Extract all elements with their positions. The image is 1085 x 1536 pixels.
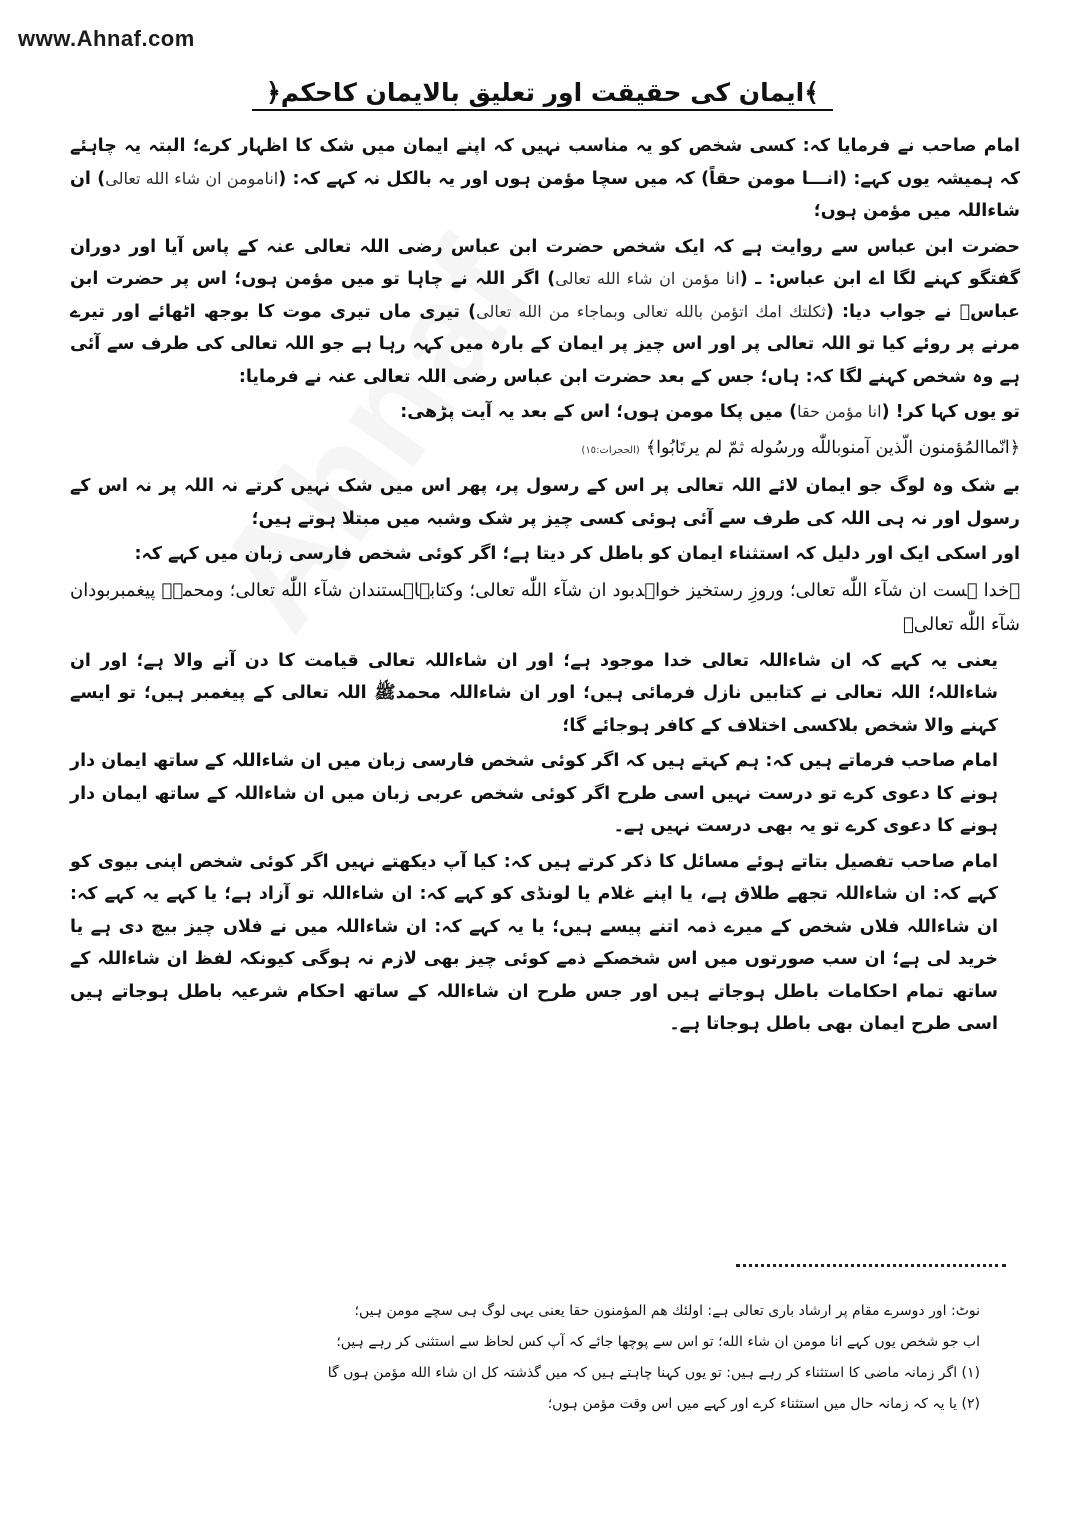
page-title [0,76,1085,111]
arabic-quote: انا مؤمن ان شاء الله تعالى [555,269,740,288]
arabic-quote: ثكلتك امك اتؤمن بالله تعالى وبماجاء من الله تعالى [476,301,826,321]
note-line: نوٹ: اور دوسرے مقام پر ارشاد باری تعالی ہے: اولئك هم المؤمنون حقا یعنی یہی لوگ ہی سچے مومن ہیں؛ [354,1303,980,1319]
persian-quote: ﴿خدا ہست ان شآء اللّٰه تعالی؛ وروزِ رستخیز خواہدبود ان شآء اللّٰه تعالی؛ وکتابہاہستندان شآء اللّٰه تعالی؛ ومحمدؐ پیغمبربودان شآء اللّٰه تعالی﴾ [70,579,1020,635]
footnotes [70,1296,980,1420]
paragraph-3: تو یوں کہا کر! (انا مؤمن حقا) میں پکا مومن ہوں؛ اس کے بعد یہ آیت پڑھی: [400,402,1020,422]
arabic-quote: انامومن ان شاء الله تعالى [105,168,279,188]
paragraph-1: امام صاحب نے فرمایا کہ: کسی شخص کو یہ مناسب نہیں کہ اپنے ایمان میں شک کا اظہار کرے؛ البتہ یہ چاہئے کہ ہمیشہ یوں کہے: (انـــا مومن حقاً) کہ میں سچا مؤمن ہوں اور یہ بالکل نہ کہے کہ: (انامومن ان شاء الله تعالى) ان شاءاللہ میں مؤمن ہوں؛ [70,136,1021,221]
article-body [70,130,1020,1044]
paragraph-6: یعنی یہ کہے کہ ان شاءاللہ تعالی خدا موجود ہے؛ اور ان شاءاللہ تعالی قیامت کا دن آنے والا ہے؛ اور ان شاءاللہ؛ اللہ تعالی نے کتابیں نازل فرمائی ہیں؛ اور ان شاءاللہ محمدﷺ اللہ تعالی کے پیغمبر ہیں؛ تو ایسے کہنے والا شخص بلاکسی اختلاف کے کافر ہوجائے گا؛ [70,650,998,736]
paragraph-8: امام صاحب تفصیل بتاتے ہوئے مسائل کا ذکر کرتے ہیں کہ: کیا آپ دیکھتے نہیں اگر کوئی شخص اپنی بیوی کو کہے کہ: ان شاءاللہ تجھے طلاق ہے، یا اپنے غلام یا لونڈی کو کہے کہ: ان شاءاللہ تو آزاد ہے؛ یا کہے یہ کہے کہ: ان شاءاللہ فلاں شخص کے میرے ذمہ اتنے پیسے ہیں؛ یا یہ کہے کہ: ان شاءاللہ میں نے فلاں چیز بیچ دی ہے یا خرید لی ہے؛ ان سب صورتوں میں اس شخصکے ذمے کوئی چیز بھی لازم نہ ہوگی کیونکہ لفظ ان شاءاللہ کے ساتھ تمام احکامات باطل ہوجاتے ہیں اور جس طرح ان شاءاللہ کے ساتھ احکام شرعیہ باطل ہوجاتے ہیں اسی طرح ایمان بھی باطل ہوجاتا ہے۔ [70,851,998,1034]
dotted-divider [736,1264,1006,1267]
quran-verse [70,432,1020,468]
note-line: (۲) یا یہ کہ زمانہ حال میں استثناء کرے اور کہے میں اس وقت مؤمن ہوں؛ [547,1396,980,1412]
note-line: اب جو شخص یوں کہے انا مومن ان شاء الله؛ تو اس سے پوچھا جائے کہ آپ کس لحاظ سے استثنی کر رہے ہیں؛ [336,1334,980,1350]
paragraph-4: بے شک وہ لوگ جو ایمان لائے اللہ تعالی پر اس کے رسول پر، پھر اس میں شک نہیں کرتے نہ اللہ پر نہ اس کے رسول اور نہ ہی اللہ کی طرف سے آئی ہوئی کسی چیز پر شک وشبہ میں مبتلا ہوتے ہیں؛ [70,476,1020,529]
page-title-text: ﴿ایمان کی حقیقت اور تعلیق بالایمان کاحکم﴾ [252,76,833,111]
verse-reference: (الحجرات:١٥) [581,444,640,456]
site-url: www.Ahnaf.com [18,26,195,51]
verse-text: ﴿انّماالمُؤمنون الّذین آمنوباللّٰه ورسُوله ثمّ لم یرتَابُوا﴾ [645,437,1020,458]
paragraph-2: حضرت ابن عباس سے روایت ہے کہ ایک شخص حضرت ابن عباس رضی اللہ تعالی عنہ کے پاس آیا اور دوران گفتگو کہنے لگا اے ابن عباس: ـ (انا مؤمن ان شاء الله تعالى) اگر اللہ نے چاہا تو میں مؤمن ہوں؛ اس پر حضرت ابن عباسؓ نے جواب دیا: (ثكلتك امك اتؤمن بالله تعالى وبماجاء من الله تعالى) تیری ماں تیری موت کا بوجھ اٹھائے اور تیرے مرنے پر روئے کیا تو اللہ تعالی پر اور اس چیز پر ایمان کے بارہ میں کہہ رہا ہے جو اللہ تعالی کی طرف سے آئی ہے وہ شخص کہنے لگا کہ: ہاں؛ جس کے بعد حضرت ابن عباس رضی اللہ تعالی عنہ نے فرمایا: [70,236,1020,387]
arabic-quote: انا مؤمن حقا [797,402,882,421]
paragraph-5: اور اسکی ایک اور دلیل کہ استثناء ایمان کو باطل کر دیتا ہے؛ اگر کوئی شخص فارسی زبان میں کہے کہ: [134,544,1020,564]
paragraph-7: امام صاحب فرماتے ہیں کہ: ہم کہتے ہیں کہ اگر کوئی شخص فارسی زبان میں ان شاءاللہ کے ساتھ ایمان دار ہونے کا دعوی کرے تو درست نہیں اسی طرح اگر کوئی شخص عربی زبان میں ان شاءاللہ کے ساتھ ایمان دار ہونے کا دعوی کرے تو یہ بھی درست نہیں ہے۔ [70,751,998,836]
note-line: (۱) اگر زمانہ ماضی کا استثناء کر رہے ہیں: تو یوں کہنا چاہتے ہیں کہ میں گذشتہ کل ان شاء الله مؤمن ہوں گا [327,1365,980,1381]
